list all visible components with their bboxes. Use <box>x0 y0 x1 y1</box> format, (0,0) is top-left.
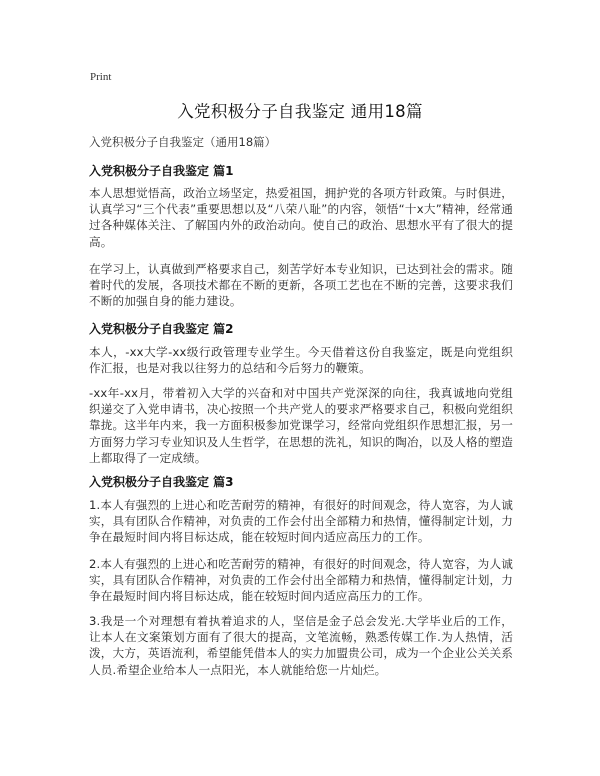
section-3-paragraph-2: 2.本人有强烈的上进心和吃苦耐劳的精神，有很好的时间观念，待人宽容，为人诚实，具有团队合作精神，对负责的工作会付出全部精力和热情，懂得制定计划，力争在最短时间内将目标达成，能在较短时间内适应高压力的工作。 <box>89 557 513 604</box>
section-1-paragraph-2: 在学习上，认真做到严格要求自己，刻苦学好本专业知识，已达到社会的需求。随着时代的发展，各项技术都在不断的更新，各项工艺也在不断的完善，这要求我们不断的加强自身的能力建设。 <box>89 262 513 309</box>
section-heading-2: 入党积极分子自我鉴定 篇2 <box>89 322 234 336</box>
section-3-paragraph-1: 1.本人有强烈的上进心和吃苦耐劳的精神，有很好的时间观念，待人宽容，为人诚实，具有团队合作精神，对负责的工作会付出全部精力和热情，懂得制定计划，力争在最短时间内将目标达成，能在较短时间内适应高压力的工作。 <box>89 498 513 545</box>
section-1-paragraph-1: 本人思想觉悟高，政治立场坚定，热爱祖国，拥护党的各项方针政策。与时俱进，认真学习“三个代表”重要思想以及“八荣八耻”的内容，领悟“十x大”精神，经常通过各种媒体关注、了解国内外的政治动向。使自己的政治、思想水平有了很大的提高。 <box>89 186 513 249</box>
document-subtitle: 入党积极分子自我鉴定（通用18篇） <box>89 135 277 149</box>
document-title: 入党积极分子自我鉴定 通用18篇 <box>177 102 423 121</box>
section-2-paragraph-2: -xx年-xx月，带着初入大学的兴奋和对中国共产党深深的向往，我真诚地向党组织递交了入党申请书，决心按照一个共产党人的要求严格要求自己，积极向党组织靠拢。这半年内来，我一方面积极参加党课学习，经常向党组织作思想汇报，另一方面努力学习专业知识及人生哲学，在思想的洗礼，知识的陶冶，以及人格的塑造上都取得了一定成绩。 <box>89 386 513 465</box>
section-heading-1: 入党积极分子自我鉴定 篇1 <box>89 164 234 178</box>
section-heading-3: 入党积极分子自我鉴定 篇3 <box>89 475 234 489</box>
section-3-paragraph-3: 3.我是一个对理想有着执着追求的人，坚信是金子总会发光.大学毕业后的工作，让本人在文案策划方面有了很大的提高，文笔流畅，熟悉传媒工作.为人热情，活泼，大方，英语流利，希望能凭借本人的实力加盟贵公司，成为一个企业公关关系人员.希望企业给本人一点阳光，本人就能给您一片灿烂。 <box>89 614 513 677</box>
section-2-paragraph-1: 本人，-xx大学-xx级行政管理专业学生。今天借着这份自我鉴定，既是向党组织作汇报，也是对我以往努力的总结和今后努力的鞭策。 <box>89 345 513 376</box>
print-label: Print <box>90 71 112 83</box>
